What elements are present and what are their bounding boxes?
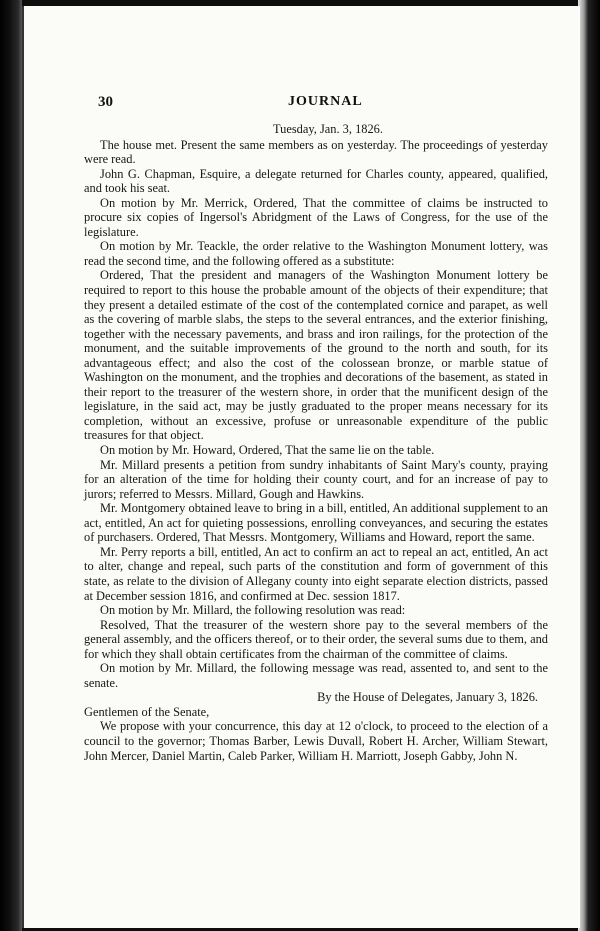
paragraph: On motion by Mr. Teackle, the order relative to the Washington Monument lottery, was read the second time, and the following offered as a substitute: [84,239,548,268]
page-number: 30 [98,94,113,110]
book-spine-shadow [0,0,22,931]
paragraph: On motion by Mr. Millard, the following resolution was read: [100,603,406,618]
paragraph: On motion by Mr. Merrick, Ordered, That the committee of claims be instructed to procure six copies of Ingersol's Abridgment of the Laws of Congress, for the use of the legislature. [84,195,548,239]
paragraph: On motion by Mr. Millard, the following message was read, assented to, and sent to the senate. [84,661,548,690]
page-title: JOURNAL [288,94,363,109]
paragraph: On motion by Mr. Howard, Ordered, That the same lie on the table. [100,443,435,458]
paragraph: Mr. Perry reports a bill, entitled, An act to confirm an act to repeal an act, entitled, An act to alter, change and repeal, such parts of the constitution and form of government of this state, as relate to the division of Allegany county into eight separate election districts, passed at December session 1816, and confirmed at Dec. session 1817. [84,544,548,603]
journal-body [84,122,548,763]
signature-line: By the House of Delegates, January 3, 1826. [317,690,538,705]
paragraph: The house met. Present the same members as on yesterday. The proceedings of yesterday were read. [84,137,548,167]
paragraph: Mr. Montgomery obtained leave to bring in a bill, entitled, An additional supplement to an act, entitled, An act for quieting possessions, enrolling conveyances, and securing the estates of purchasers. Ordered, That Messrs. Montgomery, Williams and Howard, report the same. [84,501,548,545]
date-heading: Tuesday, Jan. 3, 1826. [273,122,383,136]
salutation: Gentlemen of the Senate, [84,704,210,719]
paragraph: John G. Chapman, Esquire, a delegate returned for Charles county, appeared, qualified, and took his seat. [84,166,548,196]
paragraph: Resolved, That the treasurer of the western shore pay to the several members of the general assembly, and the officers thereof, or to their order, the several sums due to them, and for which they shall obtain certificates from the chairman of the committee of claims. [84,617,548,661]
page-edge-shadow [578,0,600,931]
paragraph: Ordered, That the president and managers of the Washington Monument lottery be required to report to this house the probable amount of the objects of their expenditure; that they present a detailed estimate of the cost of the contemplated cornice and parapet, as well as the covering of marble slabs, the steps to the several entrances, and the exterior finishing, together with the necessary pavements, and brass and iron railings, for the protection of the monument, and the suitable improvements of the ground to the north and south, for its advantageous effect; and also the cost of the colossean bronze, or marble statue of Washington on the monument, and the trophies and decorations of the basement, as stated in their report to the treasurer of the western shore, in order that the munificent design of the legislature, in the said act, may be justly graduated to the proper means necessary for its completion, without an excessive, profuse or unreasonable expenditure of the public treasures for that object. [84,268,548,443]
paragraph: We propose with your concurrence, this day at 12 o'clock, to proceed to the election of a council to the governor; Thomas Barber, Lewis Duvall, Robert H. Archer, William Stewart, John Mercer, Daniel Martin, Caleb Parker, William H. Marriott, Joseph Gabby, John N. [84,719,548,763]
page-header [98,92,558,114]
paragraph: Mr. Millard presents a petition from sundry inhabitants of Saint Mary's county, praying for an alteration of the time for holding their county court, and for an increase of pay to jurors; referred to Messrs. Millard, Gough and Hawkins. [84,457,548,501]
